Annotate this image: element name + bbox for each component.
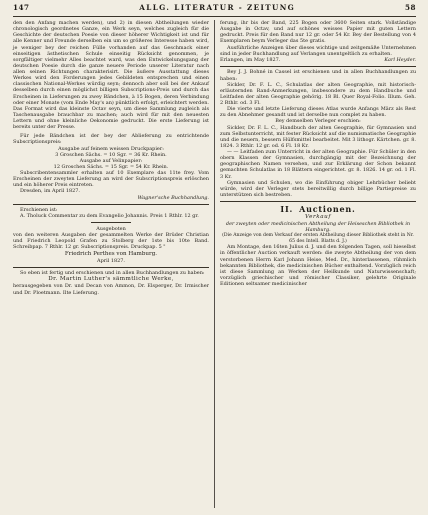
sickler-leitfaden: — — Leitfaden zum Unterricht in der alten Geographie. Für Schüler in den obern Klassen der Gymnasien, durchgängig mit der Bezeichnung der geographischen Namen versehen, und zur Erklärung der Schon bekannt gemachten Schulatlas in 18 Blättern eingerichtet. gr. 8. 1826. 14 gr. od. 1 Fl. 3 Kr. (220, 149, 416, 180)
two-column-body (13, 20, 416, 296)
sickler-schulatlas: Sickler, Dr. F. L. C., Schulatlas der alten Geographie, mit historisch-erläuternden Rand-Anmerkungen, insbesondere zu dem Handbuche und Leitfaden der alten Geographie gehörig. 18 Bl. Quer Royal-Folio. Illum. Geh. 2 Rthlr. od. 3 Fl. (220, 81, 416, 107)
auction-text: Am Montage, den 16ten Julius d. J. und den folgenden Tagen, soll hieselbst in öffentlicher Auction verkauft werden: die zweyte Abtheilung der von dem verstorbenen Herrn Karl Johann Heise, Med. Dr., hinterlassenen, rühmlich bekannten Bibliothek, die medicinischen Bücher enthaltend. Vorzüglich reich ist diese Sammlung an Werken der Heilkunde und Naturwissenschaft; vorzüglich griechischer und römischer Classiker, gelehrte Originale Editionen seltsamer medicinischer (220, 244, 416, 287)
ausgaben-text: von den weiteren Ausgaben der gesammelten Werke der Brüder Christian und Friedrich Leopold Grafen zu Stolberg der 1ste bis 10te Band. Schreibpap. 7 Rthlr. 12 gr. Subscriptionspreis. Druckpap. 5 " (13, 232, 209, 251)
divider-rule (13, 204, 209, 205)
publisher-signature: Wagner'sche Buchhandlung. (137, 194, 209, 201)
verkauf-subheading: der zweyten oder medicinischen Abtheilung der Heiseschen Bibliothek in Hamburg. (225, 220, 411, 233)
right-column (220, 20, 416, 296)
page-header (13, 3, 416, 17)
right-signature: Karl Heyder. (384, 56, 416, 63)
gymnasien-note: Gymnasien und Schulen, wo die Einführung obiger Lehrbücher beliebt würde, wird der Verleger stets bereitwillig durch billige Partiepreise zu unterstützen sich bestreben. (220, 179, 416, 198)
sickler-schulatlas-note: Die vierte und letzte Lieferung dieses Atlas wurde Anfangs März als Rest zu den Abnehmer gesandt und ist derselbe nun complet zu haben. (220, 106, 416, 119)
section-title: Auctionen. (299, 203, 356, 214)
divider-rule-short (91, 222, 131, 223)
right-paragraph-1: ferung, ihr bis der Band, 225 Bogen oder 3600 Seiten stark. Vollständige Ausgabe in Octav, und auf schönes weisses Papier mit guten Lettern gedruckt. Preis für den Band nur 12 gr. oder 54 Kr. Bey der Bestellung von 4 Exemplaren beym Verleger das 5te gratis. (220, 20, 416, 45)
ausgabe-1-price: 3 Groschen Sächs. = 10 Sgr. = 36 Kr. Rhein. (55, 151, 167, 158)
sickler-handbuch: Sickler, Dr. F. L. C., Handbuch der alten Geographie, für Gymnasien und zum Selbstunterricht, mit fester Rücksicht auf die numismatische Geographie und die neuern, bessern Hülfsmittel bearbeitet. Mit 3 lithogr. Kärtchen. gr. 8. 1824. 3 Rthlr. 12 gr. od. 6 Fl. 18 Kr. (220, 124, 416, 149)
place-date: Dresden, im April 1827. (20, 188, 80, 195)
right-paragraph-2: Ausführliche Anzeigen über dieses wichtige und zeitgemäße Unternehmen sind in jeder Buchhandlung auf Verlangen unentgeltlich zu erhalten. (220, 44, 416, 57)
journal-title: ALLG. LITERATUR - ZEITUNG (139, 3, 296, 12)
erschienen-label: Erschienen ist: (20, 207, 58, 214)
column-divider (214, 20, 215, 508)
left-paragraph-1: den den Anfang machen werden), und 2) in diesen Abtheilungen wieder chronologisch geordnetes Ganze, ein Werk seyn, welches zugleich für die Geschichte der deutschen Poesie von dieser höherer Wichtigkeit ist und für alle Kenner und Freunde derselben ein um so größeres Interesse haben wird, je weniger bey der reichen Fülle vorhanden auf das Geschmack einer einseitigen ästhetischen Schule einseitig Rücksicht genommen, je sorgfältiger vielmehr Alles beachtet ward, was den Entwickelungsgang der deutschen Poesie durch die ganze neuere Periode unserer Literatur nach allen seinen Richtungen charakterisirt. Die äußere Ausstattung dieses Werkes wird den Forderungen jedes Gebildeten entsprechen und einen classischen National-Werkes würdig seyn; dennoch aber soll bei der Ankauf desselben durch einen möglichst billigen Subscriptions-Preis und durch das Erscheinen in Lieferungen zu zwey Bändchen, à 15 Bogen, deren Verbindung oder einer Monate (vom Ende May's an) pünktlich erfolgt, erleichtert werden. Das Format wird das kleinste Octav seyn, um diese Sammlung zugleich als Taschenausgabe brauchbar zu machen; auch wird für mit den neuesten Lettern und ohne kleinliche Oekonomie gedruckt. Die erste Lieferung ist bereits unter der Presse. (13, 20, 209, 131)
perthes-date: April 1827. (97, 257, 125, 264)
bey-demselben-verleger: Bey demselben Verleger erschien: (275, 118, 361, 125)
divider-rule (13, 267, 209, 268)
verkauf-note: (Die Anzeige von dem Verkauf der ersten Abtheilung dieser Bibliothek steht in Nr. 65 des Intell. Blatts d. J.) (222, 233, 414, 244)
bohne-intro: Bey J. J. Bohné in Cassel ist erschienen und in allen Buchhandlungen zu haben: (220, 69, 416, 82)
right-place-date-row (220, 57, 416, 63)
ausgabe-2-title: Ausgabe auf Velinpapier: (79, 157, 143, 164)
section-heading (220, 203, 416, 214)
luther-intro: So eben ist fertig und erschienen und in allen Buchhandlungen zu haben: (20, 270, 205, 277)
divider-rule (220, 201, 416, 202)
verkauf-heading: Verkauf (304, 213, 332, 220)
right-place-date: Erlangen, im May 1827. (220, 56, 281, 63)
ausgabe-2-price: 12 Groschen Sächs. = 15 Sgr. = 54 Kr. Rhein. (53, 163, 169, 170)
section-number: II. (280, 203, 294, 214)
luther-title: Dr. Martin Luther's sämmtliche Werke, (48, 276, 174, 283)
perthes-name: Friedrich Perthes von Hamburg. (64, 250, 158, 257)
divider-rule (220, 66, 416, 67)
left-paragraph-3: Subscribentensammler erhalten auf 10 Exemplare das 11te frey. Vom Erscheinen der zweyten Lieferung an wird der Subscriptionspreis erlöschen und ein höherer Preis eintreten. (13, 170, 209, 189)
ausgaben-title: Ausgeboten (96, 226, 126, 233)
ausgabe-1-title: Ausgabe auf feinem weissen Druckpapier: (58, 145, 164, 152)
left-column (13, 20, 209, 296)
left-paragraph-2: Für jede Bändchen ist der bey der Ablieferung zu entrichtende Subscriptionspreis: (13, 133, 209, 146)
luther-text: herausgegeben von Dr. und Decan von Ammon, Dr. Elsperger, Dr. Irmischer und Dr. Ploetmann. Ilte Lieferung. (13, 283, 209, 296)
tholuck-entry: A. Tholuck Commentar zu dem Evangelio Johannis. Preis 1 Rthlr. 12 gr. (20, 213, 199, 220)
page-number-left: 147 (13, 3, 30, 12)
page-number-right: 58 (404, 3, 416, 12)
